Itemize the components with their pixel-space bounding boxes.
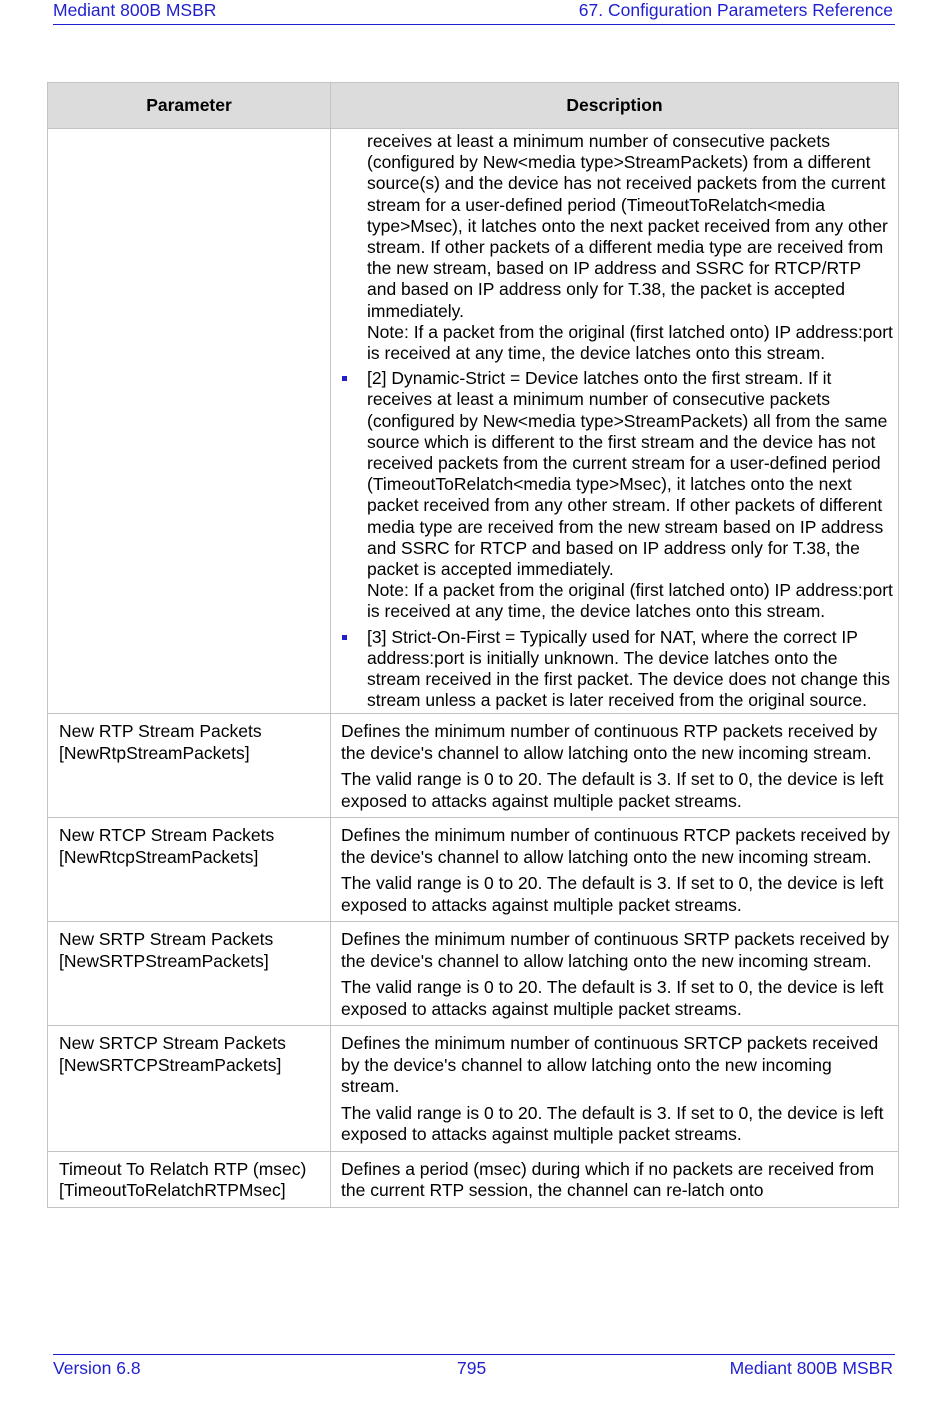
continued-option-text: receives at least a minimum number of consecutive packets (configured by New<media type>StreamPackets) from a different source(s) and the device has not received packets from the current stream for a user-defined period (TimeoutToRelatch<media type>Msec), it latches onto the next packet received from any other stream. If other packets of a different media type are received from the new stream, based on IP address and SSRC for RTCP/RTP and based on IP address only for T.38, the packet is accepted immediately. [367, 131, 888, 321]
parameter-name: New RTP Stream Packets [59, 721, 262, 742]
table-row [48, 714, 899, 818]
parameter-key: [NewRtpStreamPackets] [59, 742, 250, 763]
footer-product: Mediant 800B MSBR [729, 1358, 893, 1378]
parameter-cell-empty [48, 129, 331, 714]
parameter-key: [TimeoutToRelatchRTPMsec] [59, 1180, 286, 1201]
column-header-description: Description [331, 83, 899, 129]
continued-option-note: Note: If a packet from the original (first latched onto) IP address:port is received at any time, the device latches onto this stream. [367, 321, 893, 364]
parameters-table [47, 82, 899, 1208]
table-row [48, 1026, 899, 1152]
option-dynamic-strict-note: Note: If a packet from the original (first latched onto) IP address:port is received at any time, the device latches onto this stream. [367, 580, 893, 622]
description-cell [331, 1151, 899, 1207]
parameter-description: Defines the minimum number of continuous RTP packets received by the device's channel to allow latching onto the new incoming stream. [341, 721, 878, 763]
footer-version: Version 6.8 [53, 1358, 141, 1378]
description-cell [331, 922, 899, 1026]
option-strict-on-first-text: [3] Strict-On-First = Typically used for NAT, where the correct IP address:port is initially unknown. The device latches onto the stream received in the first packet. The device does not change this stream unless a packet is later received from the original source. [367, 626, 891, 711]
bullet-square-icon [342, 376, 347, 381]
parameter-key: [NewSRTPStreamPackets] [59, 950, 269, 971]
parameter-key: [NewSRTCPStreamPackets] [59, 1054, 282, 1075]
parameter-range: The valid range is 0 to 20. The default is 3. If set to 0, the device is left exposed to attacks against multiple packet streams. [341, 1102, 884, 1145]
page-footer [53, 1354, 895, 1384]
header-chapter: 67. Configuration Parameters Reference [578, 0, 893, 20]
parameter-name: New SRTCP Stream Packets [59, 1033, 286, 1054]
description-cell [331, 818, 899, 922]
parameter-key: [NewRtcpStreamPackets] [59, 846, 259, 867]
description-cell-continuation [331, 129, 899, 714]
page-number: 795 [457, 1358, 487, 1378]
parameter-description: Defines the minimum number of continuous RTCP packets received by the device's channel to allow latching onto the new incoming stream. [341, 825, 890, 867]
column-header-parameter: Parameter [48, 83, 331, 129]
description-cell [331, 714, 899, 818]
parameter-cell [48, 1151, 331, 1207]
header-product: Mediant 800B MSBR [53, 0, 217, 20]
table-row [48, 818, 899, 922]
parameter-description: Defines a period (msec) during which if no packets are received from the current RTP session, the channel can re-latch onto [341, 1158, 875, 1201]
table-row [48, 1151, 899, 1207]
parameter-cell [48, 922, 331, 1026]
parameter-cell [48, 818, 331, 922]
parameter-range: The valid range is 0 to 20. The default is 3. If set to 0, the device is left exposed to attacks against multiple packet streams. [341, 977, 884, 1019]
table-row-continuation [48, 129, 899, 714]
parameter-name: New RTCP Stream Packets [59, 825, 275, 846]
parameter-description: Defines the minimum number of continuous SRTP packets received by the device's channel to allow latching onto the new incoming stream. [341, 929, 889, 971]
description-cell [331, 1026, 899, 1152]
parameter-description: Defines the minimum number of continuous SRTCP packets received by the device's channel to allow latching onto the new incoming stream. [341, 1033, 879, 1097]
page-header [53, 0, 895, 25]
option-dynamic-strict-text: [2] Dynamic-Strict = Device latches onto the first stream. If it receives at least a minimum number of consecutive packets (configured by New<media type>StreamPackets) all from the same source which is different to the first stream and the device has not received packets from the current stream for a user-defined period (TimeoutToRelatch<media type>Msec), it latches onto the next packet received from any other stream. If other packets of different media type are received from the new stream based on IP address and SSRC for RTCP and based on IP address only for T.38, the packet is accepted immediately. [367, 368, 888, 580]
parameter-cell [48, 1026, 331, 1152]
list-item-strict-on-first [341, 627, 894, 712]
parameter-cell [48, 714, 331, 818]
table-row [48, 922, 899, 1026]
parameter-range: The valid range is 0 to 20. The default is 3. If set to 0, the device is left exposed to attacks against multiple packet streams. [341, 769, 884, 811]
parameter-name: New SRTP Stream Packets [59, 929, 274, 950]
table-header-row [48, 83, 899, 129]
parameter-range: The valid range is 0 to 20. The default is 3. If set to 0, the device is left exposed to attacks against multiple packet streams. [341, 873, 884, 915]
bullet-square-icon [342, 635, 347, 640]
list-item-dynamic-strict [341, 368, 894, 622]
parameter-name: Timeout To Relatch RTP (msec) [59, 1158, 307, 1179]
